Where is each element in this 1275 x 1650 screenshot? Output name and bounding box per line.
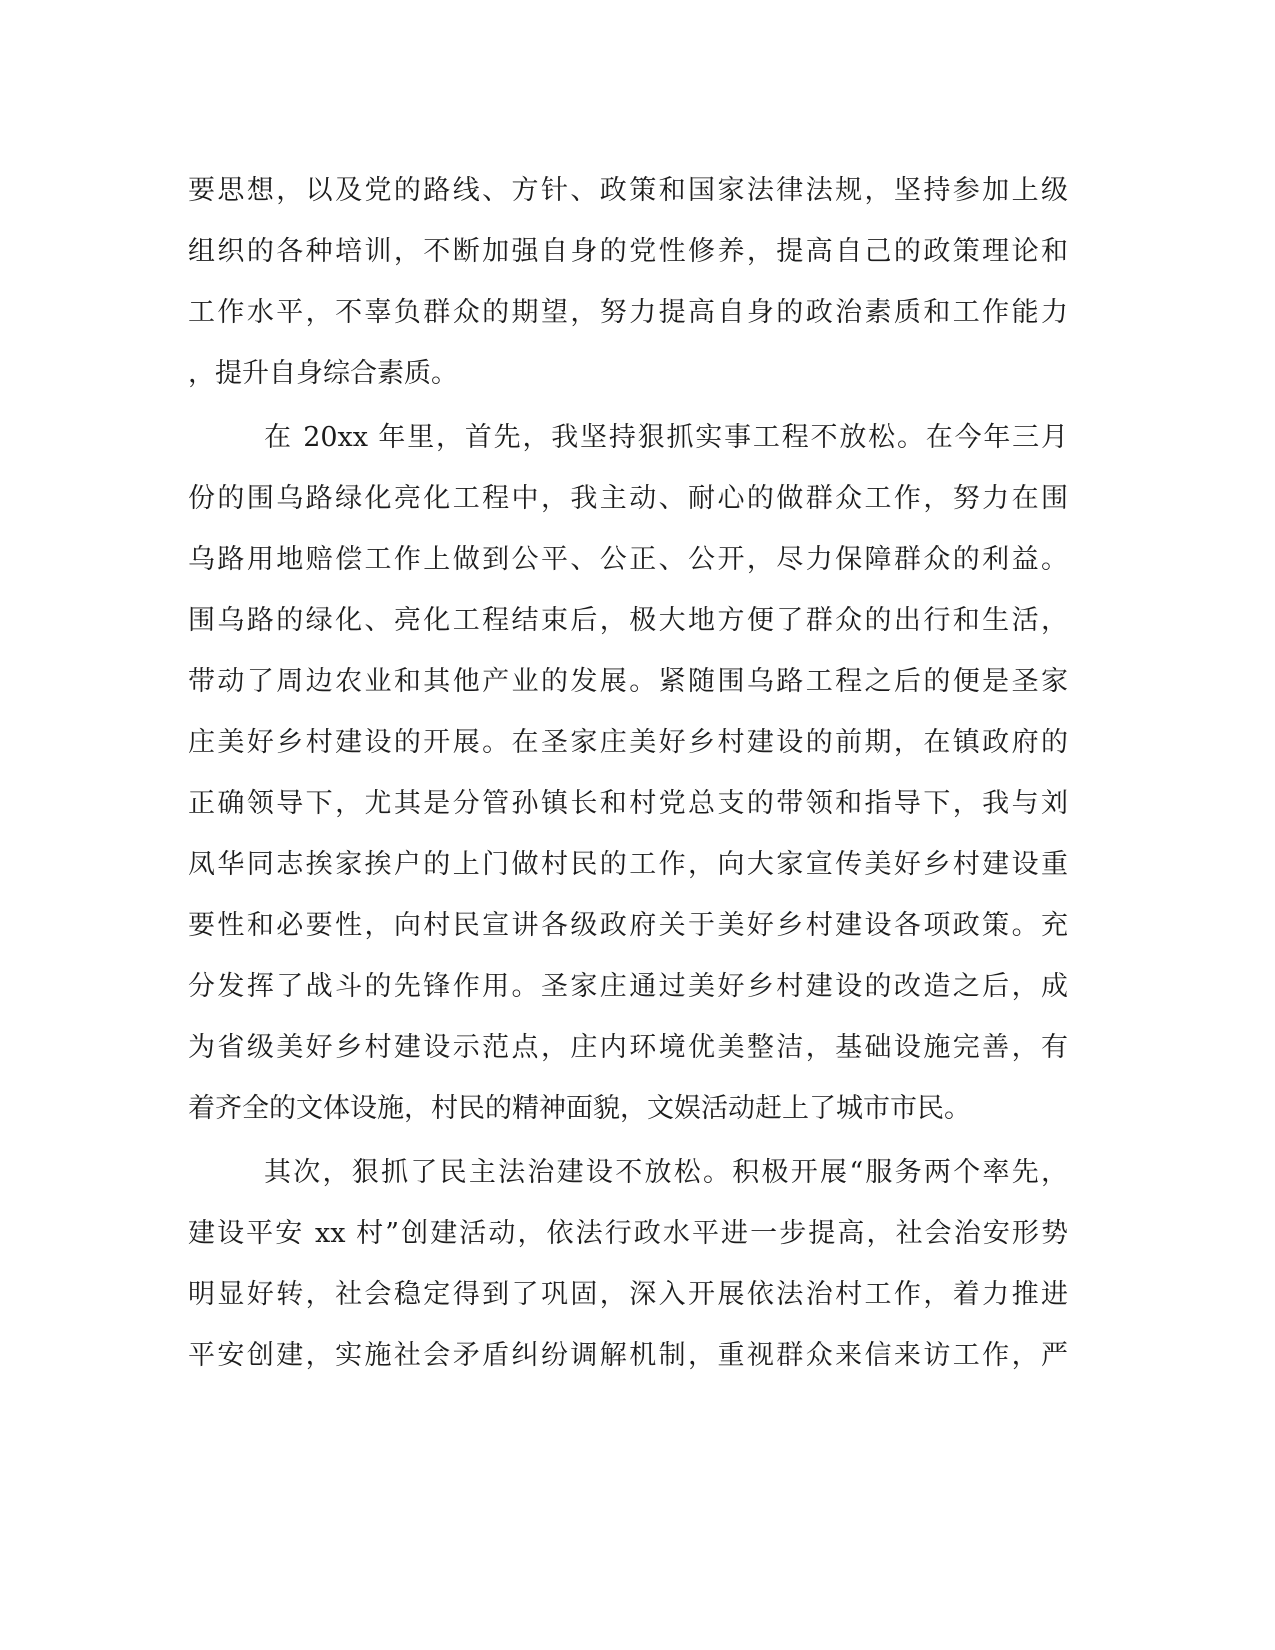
text-line: 份的围乌路绿化亮化工程中，我主动、耐心的做群众工作，努力在围 xyxy=(188,483,1068,514)
text-line: 平安创建，实施社会矛盾纠纷调解机制，重视群众来信来访工作，严 xyxy=(188,1340,1068,1371)
text-line: 凤华同志挨家挨户的上门做村民的工作，向大家宣传美好乡村建设重 xyxy=(188,849,1068,880)
text-line: 乌路用地赔偿工作上做到公平、公正、公开，尽力保障群众的利益。 xyxy=(188,544,1068,575)
text-line: 要性和必要性，向村民宣讲各级政府关于美好乡村建设各项政策。充 xyxy=(188,910,1068,941)
text-line: 庄美好乡村建设的开展。在圣家庄美好乡村建设的前期，在镇政府的 xyxy=(188,727,1068,758)
text-line: 其次，狠抓了民主法治建设不放松。积极开展“服务两个率先， xyxy=(264,1157,1068,1188)
text-line: 在 20xx 年里，首先，我坚持狠抓实事工程不放松。在今年三月 xyxy=(264,422,1068,453)
text-line: 组织的各种培训，不断加强自身的党性修养，提高自己的政策理论和 xyxy=(188,236,1068,267)
paragraph xyxy=(188,1142,1068,1386)
text-line: 为省级美好乡村建设示范点，庄内环境优美整洁，基础设施完善，有 xyxy=(188,1032,1068,1063)
text-line: 围乌路的绿化、亮化工程结束后，极大地方便了群众的出行和生活， xyxy=(188,605,1068,636)
text-line: 明显好转，社会稳定得到了巩固，深入开展依法治村工作，着力推进 xyxy=(188,1279,1068,1310)
text-line: 建设平安 xx 村”创建活动，依法行政水平进一步提高，社会治安形势 xyxy=(188,1218,1068,1249)
document-body xyxy=(188,160,1068,1386)
text-line: 正确领导下，尤其是分管孙镇长和村党总支的带领和指导下，我与刘 xyxy=(188,788,1068,819)
text-line: 分发挥了战斗的先锋作用。圣家庄通过美好乡村建设的改造之后，成 xyxy=(188,971,1068,1002)
text-line: 着齐全的文体设施，村民的精神面貌，文娱活动赶上了城市市民。 xyxy=(188,1093,971,1124)
text-line: 工作水平，不辜负群众的期望，努力提高自身的政治素质和工作能力 xyxy=(188,297,1068,328)
text-line: ，提升自身综合素质。 xyxy=(188,358,458,389)
paragraph xyxy=(188,160,1068,404)
paragraph xyxy=(188,407,1068,1139)
text-line: 带动了周边农业和其他产业的发展。紧随围乌路工程之后的便是圣家 xyxy=(188,666,1068,697)
text-line: 要思想，以及党的路线、方针、政策和国家法律法规，坚持参加上级 xyxy=(188,175,1068,206)
